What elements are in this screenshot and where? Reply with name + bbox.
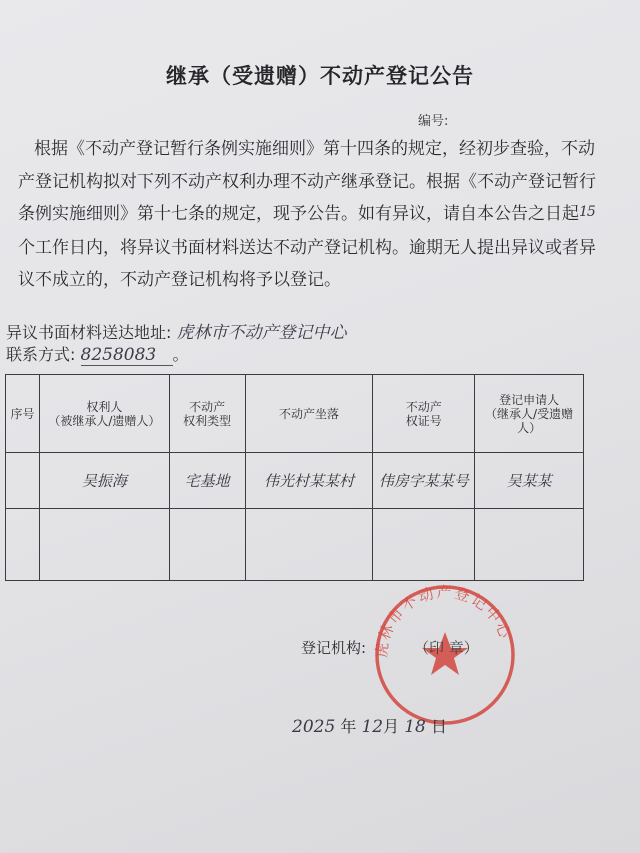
table-cell-certificate-no: 伟房字某某号 bbox=[373, 453, 475, 509]
notice-date bbox=[292, 714, 447, 737]
date-year-unit: 年 bbox=[340, 717, 357, 736]
table-cell bbox=[373, 509, 475, 581]
contact-row bbox=[6, 342, 189, 366]
table-row bbox=[6, 453, 584, 509]
contact-value: 8258083 bbox=[80, 345, 157, 365]
header-certificate-no: 不动产 权证号 bbox=[373, 375, 475, 453]
date-day-unit: 日 bbox=[430, 717, 447, 736]
table-cell bbox=[6, 453, 40, 509]
table-cell-applicant: 吴某某 bbox=[475, 453, 584, 509]
table-row bbox=[6, 509, 584, 581]
serial-number-label: 编号: bbox=[418, 114, 449, 129]
contact-period: 。 bbox=[172, 345, 189, 364]
notice-paragraph: 根据《不动产登记暂行条例实施细则》第十四条的规定，经初步查验，不动产登记机构拟对下列不动产权利办理不动产继承登记。根据《不动产登记暂行条例实施细则》第十七条的规定，现予公告。如有异议，请自本公告之日起 bbox=[18, 139, 596, 224]
table-cell bbox=[39, 509, 169, 581]
objection-address-value: 虎林市不动产登记中心 bbox=[176, 323, 347, 343]
objection-days-handwritten: 15 bbox=[579, 204, 595, 220]
seal-text: 虎林市不动产登记中心 bbox=[372, 583, 515, 659]
notice-paragraph-rest: 个工作日内，将异议书面材料送达不动产登记机构。逾期无人提出异议或者异议不成立的，不动产登记机构将予以登记。 bbox=[18, 237, 596, 290]
table-cell bbox=[6, 509, 40, 581]
notice-body bbox=[18, 133, 610, 297]
agency-label: 登记机构: bbox=[301, 639, 367, 657]
date-month-unit: 月 bbox=[383, 717, 400, 736]
contact-underline bbox=[81, 345, 173, 366]
header-index: 序号 bbox=[6, 375, 40, 453]
table-header-row bbox=[6, 375, 584, 453]
date-month: 12 bbox=[361, 717, 384, 737]
contact-label: 联系方式: bbox=[6, 345, 76, 364]
registration-table bbox=[5, 374, 584, 581]
date-day: 18 bbox=[404, 717, 426, 737]
header-right-holder: 权利人 （被继承人/遗赠人） bbox=[39, 375, 169, 453]
header-applicant: 登记申请人 （继承人/受遗赠 人） bbox=[475, 375, 584, 453]
table-cell-location: 伟光村某某村 bbox=[245, 453, 373, 509]
table-cell-right-holder: 吴振海 bbox=[39, 453, 169, 509]
stamp-placeholder: （印 章） bbox=[414, 639, 479, 657]
table-cell bbox=[169, 509, 245, 581]
notice-title: 继承（受遗赠）不动产登记公告 bbox=[166, 64, 474, 88]
date-year: 2025 bbox=[292, 717, 336, 737]
table-cell bbox=[245, 509, 373, 581]
objection-address-row bbox=[6, 318, 347, 343]
table-cell bbox=[475, 509, 584, 581]
header-location: 不动产坐落 bbox=[245, 375, 373, 453]
header-right-type: 不动产 权利类型 bbox=[169, 375, 245, 453]
objection-address-label: 异议书面材料送达地址: bbox=[6, 323, 172, 342]
table-cell-right-type: 宅基地 bbox=[169, 453, 245, 509]
